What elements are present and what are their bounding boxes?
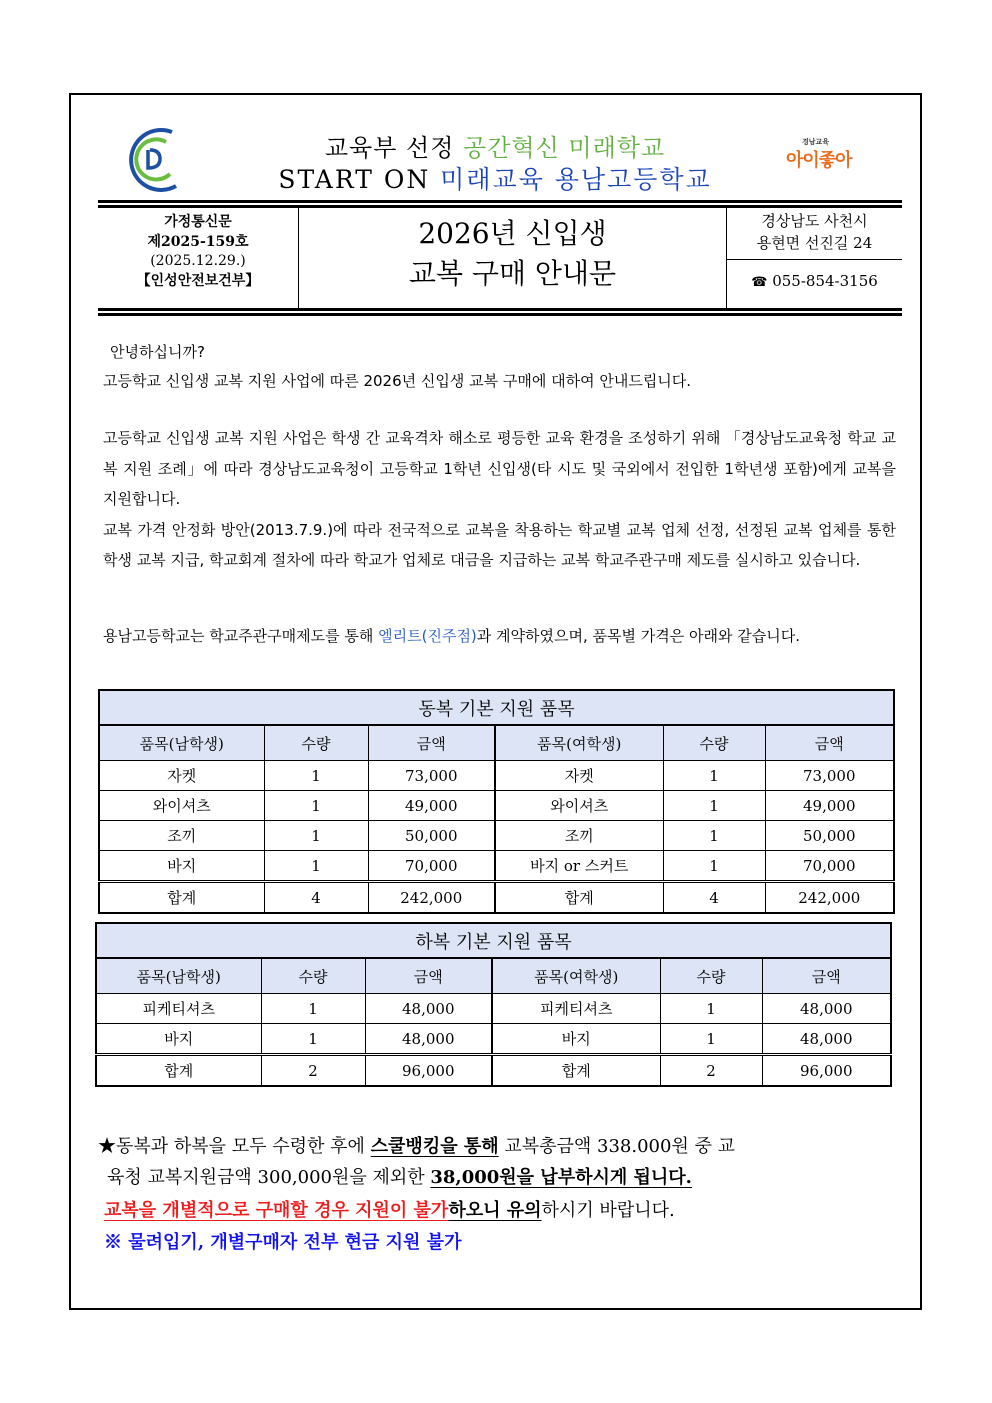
- table-cell: 1: [663, 761, 765, 791]
- table-row: [99, 851, 894, 882]
- column-header: 수량: [264, 725, 368, 761]
- table-cell: 48,000: [365, 994, 492, 1024]
- table-cell: 피케티셔츠: [96, 994, 261, 1024]
- header-line-2-prefix: START ON: [278, 165, 441, 194]
- table-cell: 1: [264, 761, 368, 791]
- payment-note-text: 동복과 하복을 모두 수령한 후에: [116, 1136, 371, 1157]
- telephone-icon: ☎: [751, 275, 768, 290]
- table-cell: 48,000: [762, 1024, 891, 1055]
- header-line-2-highlight: 미래교육 용남고등학교: [440, 165, 712, 194]
- table-cell: 1: [660, 1024, 762, 1055]
- table-caption: 하복 기본 지원 품목: [96, 923, 891, 958]
- column-header: 금액: [365, 958, 492, 994]
- vendor-name: 엘리트(진주점): [378, 627, 477, 645]
- column-header: 금액: [762, 958, 891, 994]
- payment-note-line-1: [98, 1131, 898, 1162]
- column-header: 품목(남학생): [99, 725, 264, 761]
- table-cell: 49,000: [368, 791, 495, 821]
- table-cell: 50,000: [765, 821, 894, 851]
- table-cell: 1: [264, 791, 368, 821]
- document-title-line-1: 2026년 신입생: [418, 217, 607, 250]
- school-logo-icon: [120, 124, 186, 196]
- payment-note-text: 교복총금액 338.000원 중 교: [498, 1136, 736, 1157]
- table-cell: 합계: [495, 882, 663, 914]
- table-cell: 합계: [99, 882, 264, 914]
- table-total-row: [96, 1055, 891, 1087]
- table-cell: 4: [663, 882, 765, 914]
- table-row: [99, 791, 894, 821]
- table-cell: 1: [660, 994, 762, 1024]
- table-row: [99, 761, 894, 791]
- table-header-row: [99, 725, 894, 761]
- star-icon: ★: [98, 1136, 116, 1157]
- summer-uniform-table: [95, 922, 892, 1087]
- table-cell: 1: [264, 851, 368, 882]
- table-cell: 1: [663, 791, 765, 821]
- warning-bold-text: 하오니 유의: [448, 1200, 542, 1221]
- column-header: 품목(여학생): [495, 725, 663, 761]
- vendor-paragraph-prefix: 용남고등학교는 학교주관구매제도를 통해: [103, 627, 379, 645]
- winter-uniform-table: [98, 689, 895, 914]
- table-cell: 조끼: [495, 821, 663, 851]
- table-cell: 1: [261, 1024, 365, 1055]
- table-cell: 1: [663, 851, 765, 882]
- notice-type: 가정통신문: [164, 214, 232, 230]
- table-header-row: [96, 958, 891, 994]
- divider: [98, 308, 902, 311]
- school-banking-emphasis: 스쿨뱅킹을 통해: [370, 1136, 499, 1157]
- school-phone: [727, 272, 902, 290]
- notice-department: 【인성안전보건부】: [136, 272, 260, 289]
- payment-note-text: 육청 교복지원금액 300,000원을 제외한: [107, 1167, 431, 1188]
- table-cell: 49,000: [765, 791, 894, 821]
- column-header: 금액: [368, 725, 495, 761]
- table-cell: 와이셔츠: [495, 791, 663, 821]
- education-logo-small-text: 경남교육: [802, 138, 830, 146]
- warning-note: [104, 1195, 904, 1226]
- table-cell: 1: [663, 821, 765, 851]
- table-cell: 73,000: [368, 761, 495, 791]
- no-cash-support-note: ※ 물려입기, 개별구매자 전부 현금 지원 불가: [104, 1232, 462, 1253]
- table-cell: 합계: [96, 1055, 261, 1087]
- education-logo: [780, 128, 870, 180]
- table-cell: 와이셔츠: [99, 791, 264, 821]
- column-header: 수량: [663, 725, 765, 761]
- table-cell: 96,000: [762, 1055, 891, 1087]
- warning-tail-text: 하시기 바랍니다.: [541, 1200, 675, 1221]
- table-cell: 48,000: [365, 1024, 492, 1055]
- support-paragraph: [103, 423, 896, 576]
- table-cell: 바지 or 스커트: [495, 851, 663, 882]
- table-row: [96, 994, 891, 1024]
- column-header: 품목(남학생): [96, 958, 261, 994]
- notice-number: 제2025-159호: [147, 233, 249, 250]
- header-line-2: [200, 160, 790, 196]
- table-cell: 242,000: [368, 882, 495, 914]
- support-paragraph-b: 교복 가격 안정화 방안(2013.7.9.)에 따라 전국적으로 교복을 착용하는 학교별 교복 업체 선정, 선정된 교복 업체를 통한 학생 교복 지급, 학교회계 절차에 따라 학교가 업체로 대금을 지급하는 교복 학교주관구매 제도를 실시하고 있습니다.: [103, 520, 896, 569]
- payment-amount-emphasis: 38,000원을 납부하시게 됩니다.: [430, 1167, 692, 1188]
- table-cell: 2: [660, 1055, 762, 1087]
- table-cell: 2: [261, 1055, 365, 1087]
- table-cell: 50,000: [368, 821, 495, 851]
- column-header: 수량: [660, 958, 762, 994]
- notice-date: (2025.12.29.): [150, 253, 246, 269]
- table-total-row: [99, 882, 894, 914]
- table-cell: 자켓: [495, 761, 663, 791]
- table-cell: 70,000: [765, 851, 894, 882]
- divider: [98, 205, 902, 208]
- table-cell: 242,000: [765, 882, 894, 914]
- table-cell: 피케티셔츠: [492, 994, 660, 1024]
- intro-paragraph: 고등학교 신입생 교복 지원 사업에 따른 2026년 신입생 교복 구매에 대하여 안내드립니다.: [103, 372, 692, 390]
- vendor-paragraph-suffix: 과 계약하였으며, 품목별 가격은 아래와 같습니다.: [476, 627, 800, 645]
- document-title-line-2: 교복 구매 안내문: [408, 257, 617, 290]
- divider: [98, 200, 902, 203]
- address-line-2: 용현면 선진길 24: [756, 234, 873, 252]
- table-cell: 73,000: [765, 761, 894, 791]
- table-row: [96, 1024, 891, 1055]
- table-cell: 96,000: [365, 1055, 492, 1087]
- table-cell: 바지: [96, 1024, 261, 1055]
- table-cell: 자켓: [99, 761, 264, 791]
- table-cell: 48,000: [762, 994, 891, 1024]
- header-line-1-highlight: 공간혁신 미래학교: [463, 134, 666, 162]
- school-address: [727, 210, 902, 254]
- education-logo-main-text: 아이좋아: [786, 150, 852, 171]
- greeting: 안녕하십니까?: [110, 343, 205, 361]
- header-line-1: [200, 128, 790, 163]
- table-cell: 바지: [492, 1024, 660, 1055]
- payment-note-line-2: [107, 1162, 907, 1193]
- table-cell: 70,000: [368, 851, 495, 882]
- table-row: [99, 821, 894, 851]
- phone-number: 055-854-3156: [772, 272, 878, 290]
- table-caption: 동복 기본 지원 품목: [99, 690, 894, 725]
- table-cell: 바지: [99, 851, 264, 882]
- header-line-1-prefix: 교육부 선정: [324, 134, 464, 162]
- table-cell: 합계: [492, 1055, 660, 1087]
- warning-red-text: 교복을 개별적으로 구매할 경우 지원이 불가: [104, 1200, 449, 1221]
- divider: [727, 259, 902, 260]
- info-band: [98, 200, 902, 316]
- notice-info: [98, 213, 298, 291]
- table-cell: 조끼: [99, 821, 264, 851]
- table-cell: 1: [264, 821, 368, 851]
- divider: [98, 313, 902, 316]
- table-cell: 4: [264, 882, 368, 914]
- column-header: 금액: [765, 725, 894, 761]
- table-cell: 1: [261, 994, 365, 1024]
- column-header: 품목(여학생): [492, 958, 660, 994]
- document-title: [299, 214, 726, 294]
- support-paragraph-a: 고등학교 신입생 교복 지원 사업은 학생 간 교육격차 해소로 평등한 교육 환경을 조성하기 위해 「경상남도교육청 학교 교복 지원 조례」에 따라 경상남도교육청이 고등학교 1학년 신입생(타 시도 및 국외에서 전입한 1학년생 포함)에게 교복을 지원합니다.: [103, 429, 896, 508]
- address-line-1: 경상남도 사천시: [761, 212, 868, 230]
- vendor-paragraph: [103, 621, 896, 652]
- column-header: 수량: [261, 958, 365, 994]
